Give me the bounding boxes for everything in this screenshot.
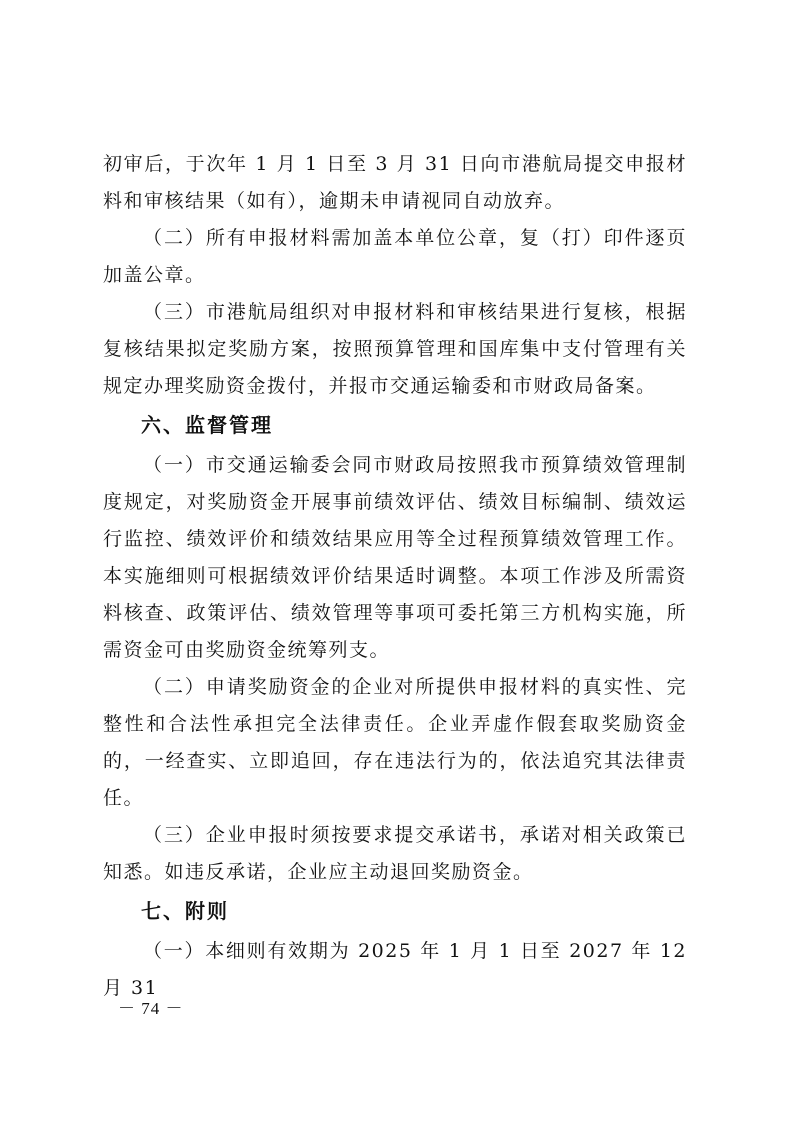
section-heading-supervision: 六、监督管理 [141, 413, 273, 437]
paragraph-legal-responsibility: （二）申请奖励资金的企业对所提供申报材料的真实性、完整性和合法性承担完全法律责任。企业弄虚作假套取奖励资金的，一经查实、立即追回，存在违法行为的，依法追究其法律责任。 [103, 676, 687, 809]
section-heading-supplementary: 七、附则 [141, 899, 229, 923]
page-number: － 74 － [118, 999, 184, 1018]
document-body [103, 146, 687, 1007]
paragraph-continuation: 初审后，于次年 1 月 1 日至 3 月 31 日向市港航局提交申报材料和审核结果（如有），逾期未申请视同自动放弃。 [103, 153, 687, 212]
paragraph-review: （三）市港航局组织对申报材料和审核结果进行复核，根据复核结果拟定奖励方案，按照预算管理和国库集中支付管理有关规定办理奖励资金拨付，并报市交通运输委和市财政局备案。 [103, 301, 687, 397]
paragraph-validity-period: （一）本细则有效期为 2025 年 1 月 1 日至 2027 年 12 月 31 [103, 940, 687, 999]
paragraph-seal-requirement: （二）所有申报材料需加盖本单位公章，复（打）印件逐页加盖公章。 [103, 227, 687, 286]
paragraph-performance-management: （一）市交通运输委会同市财政局按照我市预算绩效管理制度规定，对奖励资金开展事前绩效评估、绩效目标编制、绩效运行监控、绩效评价和绩效结果应用等全过程预算绩效管理工作。本实施细则可根据绩效评价结果适时调整。本项工作涉及所需资料核查、政策评估、绩效管理等事项可委托第三方机构实施，所需资金可由奖励资金统筹列支。 [103, 454, 687, 661]
paragraph-commitment: （三）企业申报时须按要求提交承诺书，承诺对相关政策已知悉。如违反承诺，企业应主动退回奖励资金。 [103, 824, 687, 883]
